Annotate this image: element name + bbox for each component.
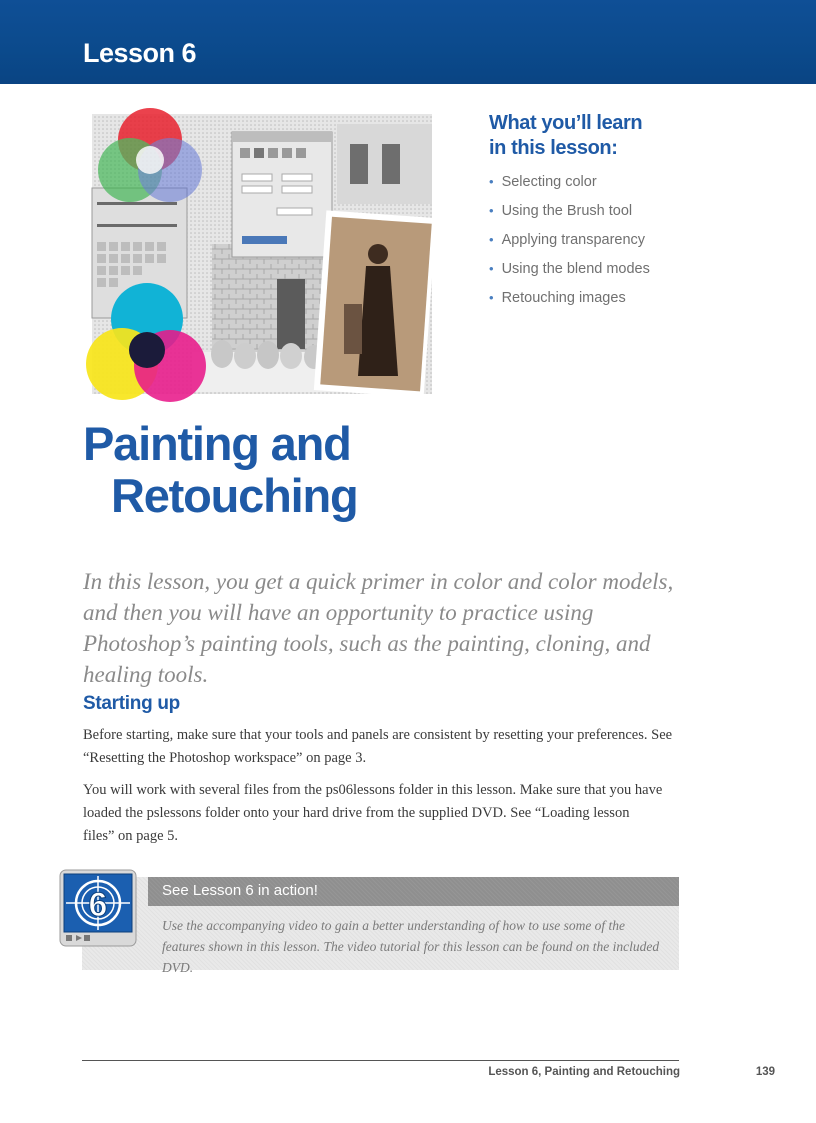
bullet-icon: •: [489, 203, 494, 218]
learn-item-label: Selecting color: [501, 174, 597, 190]
film-countdown-number: 6: [88, 886, 108, 924]
bullet-icon: •: [489, 261, 494, 276]
video-callout-text: Use the accompanying video to gain a better understanding of how to use some of the features shown in this lesson. The video tutorial for this lesson can be found on the included DVD.: [162, 918, 660, 975]
hero-collage-illustration: [82, 104, 432, 406]
learn-item-label: Retouching images: [501, 290, 626, 306]
intro-paragraph: In this lesson, you get a quick primer in color and color models, and then you will have an opportunity to practice using Photoshop’s painting tools, such as the painting, cloning, and healing tools.: [83, 569, 674, 687]
list-item: [489, 257, 650, 286]
bullet-icon: •: [489, 290, 494, 305]
list-item: [489, 170, 650, 199]
bullet-icon: •: [489, 174, 494, 189]
list-item: [489, 228, 650, 257]
learn-heading-line1: What you’ll learn: [489, 112, 643, 134]
video-callout-title: See Lesson 6 in action!: [162, 882, 318, 899]
learn-item-label: Using the Brush tool: [501, 203, 633, 219]
learn-item-label: Using the blend modes: [501, 261, 650, 277]
footer-running-title: Lesson 6, Painting and Retouching: [488, 1066, 680, 1078]
footer-divider: [82, 1060, 679, 1061]
page-number: 139: [755, 1066, 775, 1078]
learn-heading: [489, 111, 642, 161]
section-heading-starting-up: Starting up: [83, 693, 180, 714]
bullet-icon: •: [489, 232, 494, 247]
page-title-line2: Retouching: [111, 469, 358, 522]
vintage-portrait-photo: [314, 210, 432, 397]
learn-item-label: Applying transparency: [501, 232, 646, 248]
lesson-label: Lesson 6: [83, 38, 197, 68]
list-item: [489, 286, 650, 315]
film-countdown-icon: [58, 866, 138, 950]
list-item: [489, 199, 650, 228]
body-paragraph: Before starting, make sure that your tools and panels are consistent by resetting your preferences. See “Resetting the Photoshop workspace” on page 3.: [83, 727, 673, 766]
page-title-line1: Painting and: [83, 417, 351, 470]
body-paragraph: You will work with several files from the ps06lessons folder in this lesson. Make sure that you have loaded the pslessons folder onto your hard drive from the supplied DVD. See “Loading lesson files” on page 5.: [83, 782, 663, 844]
learn-heading-line2: in this lesson:: [489, 137, 618, 159]
page-title: [83, 418, 357, 522]
learn-list: [489, 170, 650, 315]
